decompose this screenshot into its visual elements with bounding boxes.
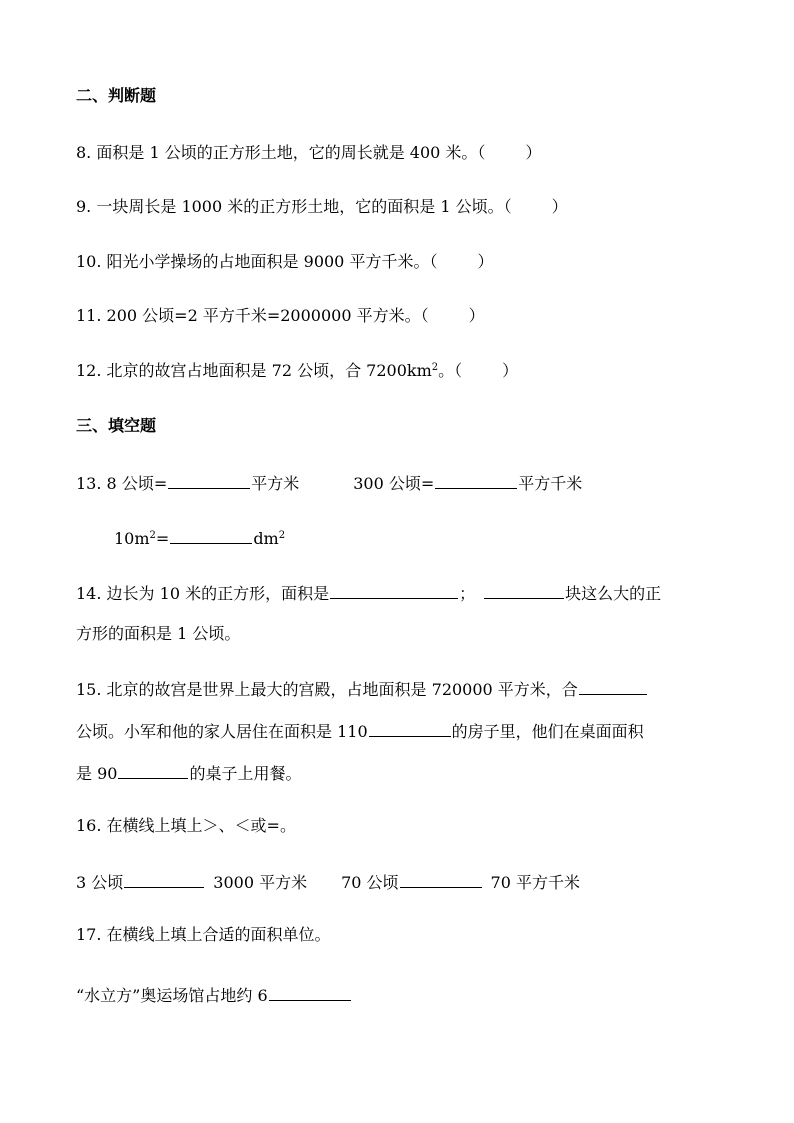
section-title-judge: 二、判断题 bbox=[76, 86, 157, 105]
q13-c-eq: = bbox=[155, 529, 170, 548]
question-17 bbox=[76, 925, 331, 945]
q15-e: 的桌子上用餐。 bbox=[189, 764, 302, 783]
q16-b-left: 70 公顷 bbox=[341, 873, 399, 892]
answer-blank[interactable] bbox=[269, 984, 351, 1001]
question-12 bbox=[76, 361, 518, 381]
q16-a-left: 3 公顷 bbox=[76, 873, 124, 892]
question-15 bbox=[76, 678, 648, 700]
question-number: 8. bbox=[76, 143, 92, 162]
q13-a-unit: 平方米 bbox=[251, 474, 300, 493]
question-10 bbox=[76, 252, 493, 272]
superscript: 2 bbox=[431, 362, 439, 373]
q13-a-left: 8 公顷= bbox=[106, 474, 168, 493]
question-8 bbox=[76, 143, 541, 163]
q13-c-unit: dm bbox=[253, 529, 279, 548]
question-9 bbox=[76, 197, 568, 217]
question-text: 在横线上填上合适的面积单位。 bbox=[106, 925, 331, 944]
question-number: 15. bbox=[76, 680, 102, 699]
q17-a: “水立方”奥运场馆占地约 6 bbox=[76, 986, 268, 1005]
q13-b-left: 300 公顷= bbox=[353, 474, 435, 493]
answer-blank[interactable] bbox=[168, 472, 250, 489]
answer-blank[interactable] bbox=[400, 871, 482, 888]
question-11 bbox=[76, 306, 485, 326]
answer-blank[interactable] bbox=[579, 678, 647, 695]
question-number: 12. bbox=[76, 361, 102, 380]
paren-close: ） bbox=[477, 252, 494, 271]
question-number: 9. bbox=[76, 197, 92, 216]
q14-c: 块这么大的正 bbox=[565, 584, 662, 603]
answer-blank[interactable] bbox=[369, 720, 451, 737]
paren-close: ） bbox=[525, 143, 542, 162]
paren-close: ） bbox=[551, 197, 568, 216]
question-16-items bbox=[76, 871, 580, 893]
question-number: 13. bbox=[76, 474, 102, 493]
question-number: 11. bbox=[76, 306, 102, 325]
q15-c: 的房子里，他们在桌面面积 bbox=[451, 722, 644, 741]
question-15-line-2 bbox=[76, 720, 644, 742]
question-15-line-3 bbox=[76, 762, 301, 784]
q15-a: 北京的故宫是世界上最大的宫殿，占地面积是 720000 平方米，合 bbox=[106, 680, 578, 699]
answer-blank[interactable] bbox=[124, 871, 204, 888]
question-13-line-2 bbox=[114, 527, 285, 549]
superscript: 2 bbox=[149, 530, 156, 541]
q16-b-right: 70 平方千米 bbox=[490, 873, 580, 892]
question-text: 阳光小学操场的占地面积是 9000 平方千米。（ bbox=[106, 252, 438, 271]
question-number: 14. bbox=[76, 584, 102, 603]
q15-d: 是 90 bbox=[76, 764, 118, 783]
question-text: 北京的故宫占地面积是 72 公顷，合 7200km bbox=[106, 361, 432, 380]
question-17-item bbox=[76, 984, 352, 1006]
q13-c-left: 10m bbox=[114, 529, 150, 548]
question-number: 16. bbox=[76, 816, 102, 835]
question-text: 200 公顷=2 平方千米=2000000 平方米。（ bbox=[106, 306, 429, 325]
answer-blank[interactable] bbox=[118, 762, 188, 779]
answer-blank[interactable] bbox=[435, 472, 517, 489]
question-text: 面积是 1 公顷的正方形土地，它的周长就是 400 米。（ bbox=[96, 143, 486, 162]
question-text: 在横线上填上＞、＜或=。 bbox=[106, 816, 296, 835]
paren-close: ） bbox=[468, 306, 485, 325]
question-number: 10. bbox=[76, 252, 102, 271]
section-title-fill: 三、填空题 bbox=[76, 416, 157, 435]
question-text: 一块周长是 1000 米的正方形土地，它的面积是 1 公顷。（ bbox=[96, 197, 512, 216]
question-16 bbox=[76, 816, 296, 836]
question-number: 17. bbox=[76, 925, 102, 944]
question-14-line-2: 方形的面积是 1 公顷。 bbox=[76, 624, 241, 643]
paren-close: ） bbox=[502, 361, 519, 380]
q14-a: 边长为 10 米的正方形，面积是 bbox=[106, 584, 330, 603]
question-14 bbox=[76, 582, 661, 604]
answer-blank[interactable] bbox=[330, 582, 458, 599]
question-13 bbox=[76, 472, 582, 494]
answer-blank[interactable] bbox=[170, 527, 252, 544]
superscript: 2 bbox=[278, 530, 286, 541]
q13-b-unit: 平方千米 bbox=[518, 474, 583, 493]
q15-b: 公顷。小军和他的家人居住在面积是 110 bbox=[76, 722, 368, 741]
q16-a-right: 3000 平方米 bbox=[213, 873, 308, 892]
question-text-end: 。（ bbox=[438, 361, 463, 380]
q14-b: ； bbox=[459, 584, 476, 603]
answer-blank[interactable] bbox=[484, 582, 564, 599]
